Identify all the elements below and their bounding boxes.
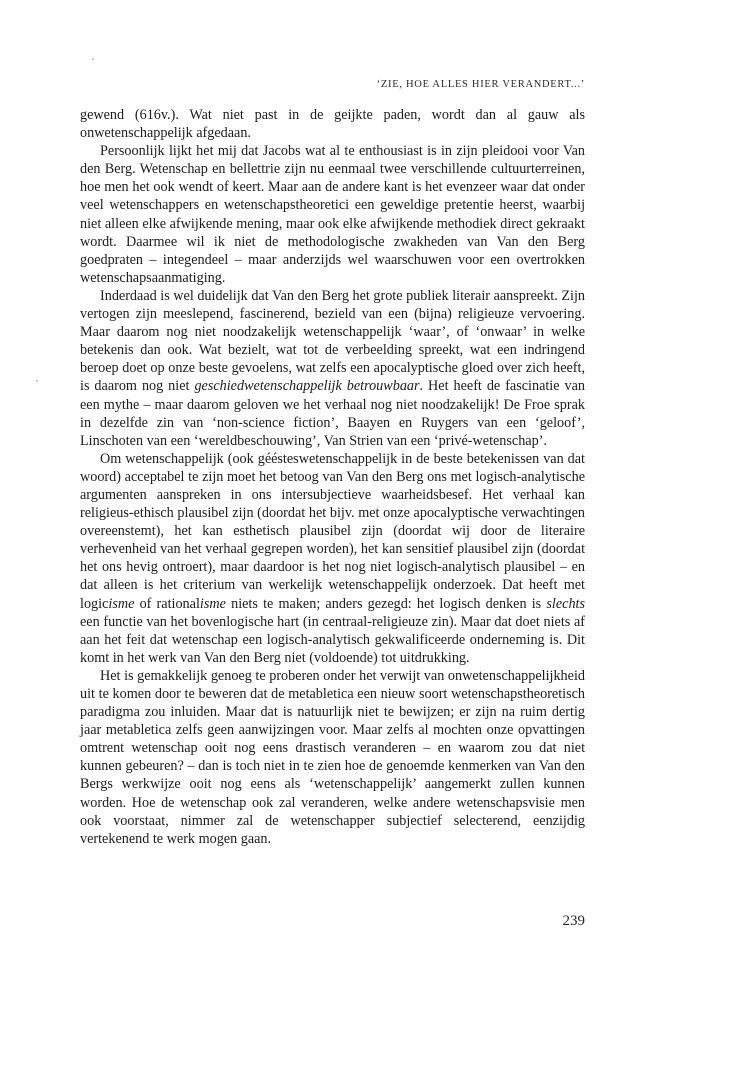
text-run: . Het heeft de fascinatie van een mythe – maar daarom [80,378,585,413]
text-run: Maar zelfs al mochten onze opvattingen omtrent wetenschap ooit nog eens [80,722,586,757]
text-run: bewijzen; er zijn na ruim dertig jaar metabletica zelfs geen aanwijzingen voor. [80,704,586,739]
running-head: ‘ZIE, HOE ALLES HIER VERANDERT...’ [376,79,585,90]
text-run: Inderdaad is wel duidelijk dat Van den Berg het grote publiek literair aan [100,287,514,304]
text-run: werk mogen gaan. [166,830,272,847]
body-text [80,106,585,848]
text-run: een functie van het boven [80,613,227,630]
text-run: wetenschappelijk onderzoek. Dat heeft met logic [80,577,586,612]
text-run: evenzeer waar dat onder veel wetenschappers en wetenschapstheoretici een [80,179,585,214]
text-run: pelijkheid uit te komen door te beweren dat de metabletica een nieuw soort [80,667,585,702]
text-run: van dat woord) acceptabel te zijn moet het betoog van Van den Berg ons met [80,450,585,485]
text-run: logische hart (in centraal-religieuze zin). Maar dat doet niets af aan het feit dat [80,613,585,648]
text-run: schap ook zal veranderen, welke andere wetenschapsvisie men ook voorstaat, [80,794,585,829]
text-run: ‘wereldbeschouwing’, Van Strien van een ‘privé-wetenschap’. [193,432,547,449]
italic-text: geschiedweten [194,378,278,395]
text-run: gewend (616v.). Wat niet past in de geijkte paden, wordt dan al gauw als [80,107,585,123]
text-run: Van den Berg. Wetenschap en bellettrie zijn nu eenmaal twee verschillende [80,143,585,178]
text-run: thodologische zwakheden van Van den Berg goedpraten – integendeel – maar [80,233,585,268]
paragraph [80,142,585,287]
text-run: geloven we het verhaal nog niet noodzakelijk! De Froe sprak in dezelfde zin van [80,396,586,431]
italic-text: schappelijk betrouwbaar [277,378,420,395]
text-run: het werk van Van den Berg niet (voldoende) tot uitdrukking. [127,649,470,666]
text-run: beelding spreekt, wat een indringend beroep doet op onze beste gevoelens, wat [80,342,585,377]
text-run: in te zien hoe de genoemde kenmerken van Van den Bergs werkwijze ooit nog [80,758,586,793]
paragraph [80,450,585,667]
text-run: maken; anders gezegd: het logisch denken is [278,595,547,612]
text-run: ‘waar’, of ‘onwaar’ in welke betekenis dan ook. Wat bezielt, wat tot de ver [80,324,585,359]
italic-text: isme [108,595,135,612]
text-run: ‘non-science fiction’, Baayen en Ruygers van een ‘geloof’, Linschoten van een [80,414,585,449]
text-run: spreekt. Zijn vertogen zijn meeslepend, fascinerend, bezield van een (bijna) [80,287,585,323]
text-run: kan sensitief plausibel zijn (doordat het ons hevig ontroert), maar daardoor is het [80,541,586,576]
paragraph [80,106,585,142]
italic-text: slechts [546,595,586,612]
text-run: nog niet logisch-analytisch plausibel – en dat alleen is het criterium van werkelijk [80,559,586,594]
paper-speck [92,58,94,60]
text-run: eens als ‘wetenschappelijk’ aangemerkt zullen kunnen worden. Hoe de weten [80,776,585,811]
text-run: niets te [225,595,274,612]
paper-speck [36,380,38,382]
text-run: onwetenschappelijk afgedaan. [80,125,251,142]
text-run: Het is gemakkelijk genoeg te proberen onder het verwijt van onwetenschap [100,667,529,684]
text-run: geweldige pretentie heerst, waarbij niet alleen elke afwijkende mening, maar ook [80,197,586,232]
text-run: of rational [134,595,200,612]
text-run: wetenschap een logisch-analytisch gekwalificeerde onderneming is. Dit komt in [80,631,585,666]
text-run: wetenschapstheoretisch paradigma zou inluiden. Maar dat is natuurlijk niet te [80,686,586,721]
text-run: zelfs een apocalyptische gloed over zich heeft, is daarom nog niet [80,360,586,395]
text-run: nimmer zal de wetenschapper subjectief selecterend, eenzijdig vertekenend te [80,812,585,847]
text-run: (doordat wij door de literaire verhevenheid van het verhaal gegrepen worden), het [80,523,585,558]
text-run: Persoonlijk lijkt het mij dat Jacobs wat al te enthousiast is in zijn pleidooi voor [100,143,559,160]
text-run: besef. Het verhaal kan religieus-ethisch plausibel zijn (doordat het bijv. met onze [80,486,585,522]
italic-text: isme [199,595,226,612]
text-run: Om wetenschappelijk (ook géésteswetenschappelijk in de beste betekenissen [100,450,540,467]
text-run: cultuurterreinen, hoe men het ook wendt of keert. Maar aan de andere kant is het [80,161,585,196]
text-run: logisch-analytische argumenten aanspreken in ons intersubjectieve waarheids [80,468,585,503]
paragraph [80,667,585,848]
text-run: religieuze vervoering. Maar daarom nog niet noodzakelijk wetenschappelijk [80,306,585,341]
page-number: 239 [562,913,585,929]
text-run: anderzijds wel waarschuwen voor een overtrokken wetenschapsaanmatiging. [80,251,586,286]
text-run: drastisch veranderen – en waarom zou dat niet kunnen gebeuren? – dan is toch niet [80,740,586,775]
text-run: apocalyptische verwachtingen overeenstemt), het kan esthetisch plausibel zijn [80,505,585,540]
paragraph [80,287,585,450]
text-run: elke afwijkende methodiek direct gekraakt wordt. Daarmee wil ik niet de me [80,215,585,250]
